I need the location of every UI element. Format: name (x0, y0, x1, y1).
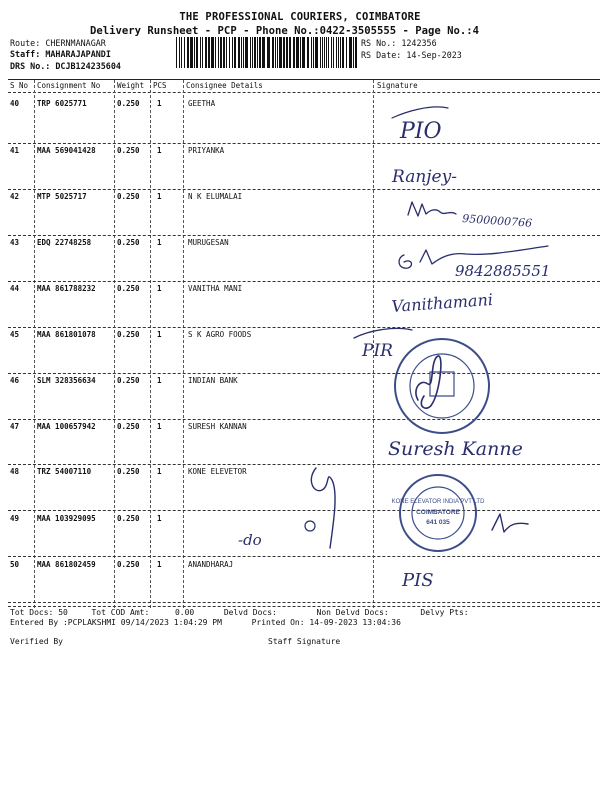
row-separator (8, 373, 600, 374)
row-50-consignment: MAA 861802459 (37, 560, 96, 569)
tot-docs-label: Tot Docs: (10, 608, 54, 617)
barcode-bar (349, 37, 352, 68)
barcode-bar (289, 37, 291, 68)
route-line (10, 38, 106, 48)
barcode-bar (326, 37, 327, 68)
drs-line (10, 61, 121, 71)
signature-row-42 (408, 202, 533, 230)
signature-row-40 (392, 107, 448, 144)
barcode-bar (313, 37, 314, 68)
barcode-bar (218, 37, 219, 68)
signature-row-49 (238, 521, 315, 549)
barcode-bar (279, 37, 282, 68)
barcode-bar (283, 37, 285, 68)
signature-row-48-initials (492, 514, 528, 532)
staff-label: Staff: (10, 49, 41, 59)
row-43-weight: 0.250 (117, 238, 140, 247)
barcode-bar (243, 37, 244, 68)
row-46-consignment: SLM 328356634 (37, 376, 96, 385)
row-50-consignee: ANANDHARAJ (188, 560, 234, 569)
barcode-bar (277, 37, 278, 68)
row-50-pcs: 1 (157, 560, 162, 569)
kone-stamp-line3: 641 035 (426, 519, 450, 526)
row-separator (8, 235, 600, 236)
barcode-bar (211, 37, 214, 68)
barcode-bar (215, 37, 216, 68)
kone-stamp-line1: KONE ELEVATOR INDIA PVT LTD (391, 499, 485, 505)
barcode-bar (232, 37, 233, 68)
barcode-bar (307, 37, 309, 68)
tot-docs-value: 50 (58, 608, 68, 617)
barcode-bar (320, 37, 321, 68)
signature-row-45 (354, 328, 412, 361)
barcode-bar (187, 37, 189, 68)
barcode-bar (267, 37, 270, 68)
row-41-pcs: 1 (157, 146, 162, 155)
barcode-bar (238, 37, 240, 68)
printed-on-label: Printed On: (251, 618, 305, 627)
column-header-consignment: Consignment No (37, 81, 101, 90)
rs-no-value: 1242356 (401, 38, 437, 48)
row-47-consignee: SURESH KANNAN (188, 422, 247, 431)
barcode-bar (272, 37, 274, 68)
row-48-pcs: 1 (157, 467, 162, 476)
row-43-consignment: EDQ 22748258 (37, 238, 92, 247)
barcode-bar (333, 37, 334, 68)
row-40-weight: 0.250 (117, 99, 140, 108)
row-43-consignee: MURUGESAN (188, 238, 229, 247)
row-42-sno: 42 (10, 192, 20, 201)
barcode-bar (296, 37, 299, 68)
barcode-bar (226, 37, 227, 68)
row-46-pcs: 1 (157, 376, 162, 385)
row-46-weight: 0.250 (117, 376, 140, 385)
row-45-weight: 0.250 (117, 330, 140, 339)
signature-row-45-text: PIR (362, 341, 393, 361)
row-48-consignee: KONE ELEVETOR (188, 467, 247, 476)
rs-no-line (361, 38, 437, 48)
barcode-bar (194, 37, 195, 68)
barcode-bar (275, 37, 276, 68)
signature-row-47: Suresh Kanne (388, 438, 523, 460)
barcode-bar (302, 37, 305, 68)
signature-row-41: Ranjey- (392, 167, 457, 187)
tot-cod-label: Tot COD Amt: (91, 608, 150, 617)
row-50-weight: 0.250 (117, 560, 140, 569)
row-45-consignment: MAA 861801078 (37, 330, 96, 339)
row-47-sno: 47 (10, 422, 20, 431)
rs-date-line (361, 50, 462, 60)
barcode-bar (353, 37, 354, 68)
row-41-consignment: MAA 569041428 (37, 146, 96, 155)
entered-by-label: Entered By : (10, 618, 68, 627)
barcode-bar (241, 37, 242, 68)
row-separator (8, 143, 600, 144)
kone-company-stamp (392, 475, 485, 551)
table-top-rule (8, 79, 600, 80)
page-subtitle: Delivery Runsheet - PCP - Phone No.:0422-3505555 - Page No.:4 (90, 25, 480, 37)
barcode-bar (223, 37, 225, 68)
signature-row-44: Vanithamani (390, 289, 494, 316)
barcode-bar (293, 37, 295, 68)
signature-row-42-phone: 9500000766 (461, 212, 533, 230)
row-48-consignment: TRZ 54007110 (37, 467, 92, 476)
barcode-bar (340, 37, 341, 68)
row-45-pcs: 1 (157, 330, 162, 339)
row-44-pcs: 1 (157, 284, 162, 293)
column-divider (183, 80, 184, 608)
barcode-bar (184, 37, 185, 68)
rs-no-label: RS No.: (361, 38, 397, 48)
row-40-sno: 40 (10, 99, 20, 108)
barcode-bar (208, 37, 210, 68)
row-45-sno: 45 (10, 330, 20, 339)
barcode-bar (245, 37, 248, 68)
barcode-bar (259, 37, 261, 68)
barcode-bar (311, 37, 312, 68)
barcode-bar (254, 37, 256, 68)
barcode-bar (252, 37, 253, 68)
row-40-consignee: GEETHA (188, 99, 216, 108)
barcode-bar (181, 37, 182, 68)
barcode-bar (205, 37, 207, 68)
drs-label: DRS No.: (10, 61, 51, 71)
row-42-consignee: N K ELUMALAI (188, 192, 243, 201)
row-43-pcs: 1 (157, 238, 162, 247)
barcode-bar (322, 37, 323, 68)
row-separator (8, 281, 600, 282)
rs-date-label: RS Date: (361, 50, 402, 60)
barcode-bar (257, 37, 258, 68)
row-47-weight: 0.250 (117, 422, 140, 431)
barcode-bar (355, 37, 357, 68)
barcode-bar (331, 37, 332, 68)
row-41-consignee: PRIYANKA (188, 146, 225, 155)
route-label: Route: (10, 38, 41, 48)
row-49-pcs: 1 (157, 514, 162, 523)
entered-line (10, 618, 401, 627)
verified-by: Verified By (10, 637, 63, 646)
column-header-sno: S No (10, 81, 29, 90)
row-46-sno: 46 (10, 376, 20, 385)
barcode-bar (315, 37, 318, 68)
row-44-consignee: VANITHA MANI (188, 284, 243, 293)
barcode-bar (300, 37, 301, 68)
row-47-pcs: 1 (157, 422, 162, 431)
signature-row-40-text: PIO (400, 119, 442, 144)
barcode-bar (262, 37, 265, 68)
signature-row-43-phone: 9842885551 (455, 262, 551, 280)
row-44-consignment: MAA 861788232 (37, 284, 96, 293)
row-45-consignee: S K AGRO FOODS (188, 330, 252, 339)
signature-row-43 (399, 246, 550, 280)
column-divider (34, 80, 35, 608)
signature-row-49-text: -do (238, 531, 262, 549)
row-43-sno: 43 (10, 238, 20, 247)
barcode-bar (200, 37, 201, 68)
barcode-bar (179, 37, 180, 68)
column-divider (150, 80, 151, 608)
non-delvd-docs-label: Non Delvd Docs: (316, 608, 389, 617)
row-separator (8, 510, 600, 511)
row-48-sno: 48 (10, 467, 20, 476)
row-separator (8, 419, 600, 420)
barcode-bar (250, 37, 251, 68)
row-50-sno: 50 (10, 560, 20, 569)
barcode-bar (202, 37, 203, 68)
row-separator (8, 602, 600, 603)
row-separator (8, 556, 600, 557)
barcode-bar (190, 37, 193, 68)
tot-cod-value: 0.00 (174, 608, 195, 617)
staff-value: MAHARAJAPANDI (45, 49, 111, 59)
row-49-consignment: MAA 103929095 (37, 514, 96, 523)
barcode-bar (286, 37, 288, 68)
row-44-sno: 44 (10, 284, 20, 293)
row-49-sno: 49 (10, 514, 20, 523)
rs-date-value: 14-Sep-2023 (406, 50, 462, 60)
row-42-consignment: MTP 5025717 (37, 192, 87, 201)
drs-value: DCJB124235604 (55, 61, 121, 71)
column-header-weight: Weight (117, 81, 145, 90)
barcode-bar (346, 37, 347, 68)
column-header-consignee: Consignee Details (186, 81, 263, 90)
barcode-bar (324, 37, 325, 68)
barcode-bar (234, 37, 236, 68)
row-40-consignment: TRP 6025771 (37, 99, 87, 108)
table-header-rule (8, 92, 600, 93)
kone-stamp-line2: COIMBATORE (416, 509, 460, 516)
page-title: THE PROFESSIONAL COURIERS, COIMBATORE (179, 11, 421, 23)
row-separator (8, 189, 600, 190)
staff-line (10, 49, 111, 59)
row-42-weight: 0.250 (117, 192, 140, 201)
row-separator (8, 327, 600, 328)
barcode-bar (338, 37, 339, 68)
row-separator (8, 464, 600, 465)
row-40-pcs: 1 (157, 99, 162, 108)
column-header-pcs: PCS (153, 81, 167, 90)
row-41-sno: 41 (10, 146, 20, 155)
totals-line (10, 608, 469, 617)
row-49-weight: 0.250 (117, 514, 140, 523)
row-41-weight: 0.250 (117, 146, 140, 155)
barcode-bar (196, 37, 198, 68)
barcode-bar (220, 37, 222, 68)
barcode-bar (229, 37, 230, 68)
signature-row-48-scrawl (311, 468, 335, 548)
column-divider (114, 80, 115, 608)
barcode-bar (342, 37, 344, 68)
signature-row-50: PIS (402, 570, 434, 591)
route-value: CHERNMANAGAR (45, 38, 106, 48)
barcode (176, 37, 358, 68)
column-divider (373, 80, 374, 608)
barcode-bar (336, 37, 337, 68)
printed-on-value: 14-09-2023 13:04:36 (309, 618, 401, 627)
row-46-consignee: INDIAN BANK (188, 376, 238, 385)
column-header-signature: Signature (377, 81, 418, 90)
row-48-weight: 0.250 (117, 467, 140, 476)
staff-signature-label: Staff Signature (268, 637, 341, 646)
row-44-weight: 0.250 (117, 284, 140, 293)
barcode-bar (328, 37, 329, 68)
delvd-docs-label: Delvd Docs: (223, 608, 277, 617)
table-bottom-rule (8, 606, 600, 607)
row-42-pcs: 1 (157, 192, 162, 201)
barcode-bar (176, 37, 177, 68)
delvy-pts-label: Delvy Pts: (420, 608, 469, 617)
row-47-consignment: MAA 100657942 (37, 422, 96, 431)
entered-by-value: PCPLAKSHMI 09/14/2023 1:04:29 PM (67, 618, 222, 627)
